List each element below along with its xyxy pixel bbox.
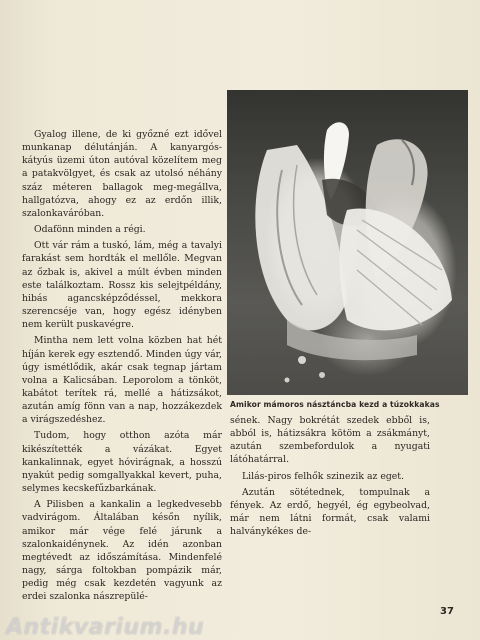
right-text-column: [230, 414, 430, 538]
paragraph: Ott vár rám a tuskó, lám, még a tavalyi farakást sem hordták el mellőle. Megvan az őzbak is, akivel a múlt évben minden este találkoztam. Rossz kis selejtpéldány, hibás agancsképződéssel, mekkora szerencséje van, hogy egész idényben nem került puskavégre.: [22, 240, 222, 331]
page-number: 37: [440, 606, 454, 617]
watermark: Antikvarium.hu: [6, 615, 205, 640]
bustard-photo: [227, 90, 468, 395]
paragraph: Azután sötétednek, tompulnak a fények. Az erdő, hegyél, ég egybeolvad, már nem látni formát, csak valami halványkékes de-: [230, 486, 430, 538]
paragraph: Gyalog illene, de ki győzné ezt idővel munkanap délutánján. A kanyargós-kátyús üzemi úton autóval közelítem meg a patakvölgyet, és csak az utolsó néhány száz méteren ballagok meg-megállva, hallgatózva, ahogy ez az erdőn illik, szalonkaváróban.: [22, 129, 222, 219]
left-text-column: [22, 128, 222, 603]
paragraph: Odafönn minden a régi.: [34, 224, 146, 236]
paragraph: Tudom, hogy otthon azóta már kikészítették a vázákat. Egyet kankalinnak, egyet hóvirágnak, a hosszú nyakút pedig somgallyakkal kevert, puha, selymes kecskefűzbarkának.: [22, 430, 222, 495]
paragraph: sének. Nagy bokrétát szedek ebből is, abból is, hátizsákra kötöm a zsákmányt, azután szembefordulok a nyugati látóhatárral.: [230, 415, 430, 466]
bustard-illustration: [227, 90, 468, 395]
paragraph: A Pilisben a kankalin a legkedvesebb vadvirágom. Általában későn nyílik, amikor már vége felé járunk a szalonkaidénynek. Az idén azonban megtévedt az időszámítása. Mindenfelé nagy, sárga foltokban pompázik már, pedig még csak kezdetén vagyunk az erdei szalonka nászrepülé-: [22, 499, 222, 603]
paragraph: Mintha nem lett volna közben hat hét híján kerek egy esztendő. Minden úgy vár, úgy ismétlődik, akár csak tegnap jártam volna a Kalicsában. Leporolom a tönköt, kabátot terítek rá, mellé a hátizsákot, azután amíg fönn van a nap, hozzákezdek a virágszedéshez.: [22, 335, 222, 426]
paragraph: Lilás-piros felhők szinezik az eget.: [242, 470, 404, 482]
photo-caption: Amikor mámoros násztáncba kezd a túzokkakas: [230, 400, 440, 409]
